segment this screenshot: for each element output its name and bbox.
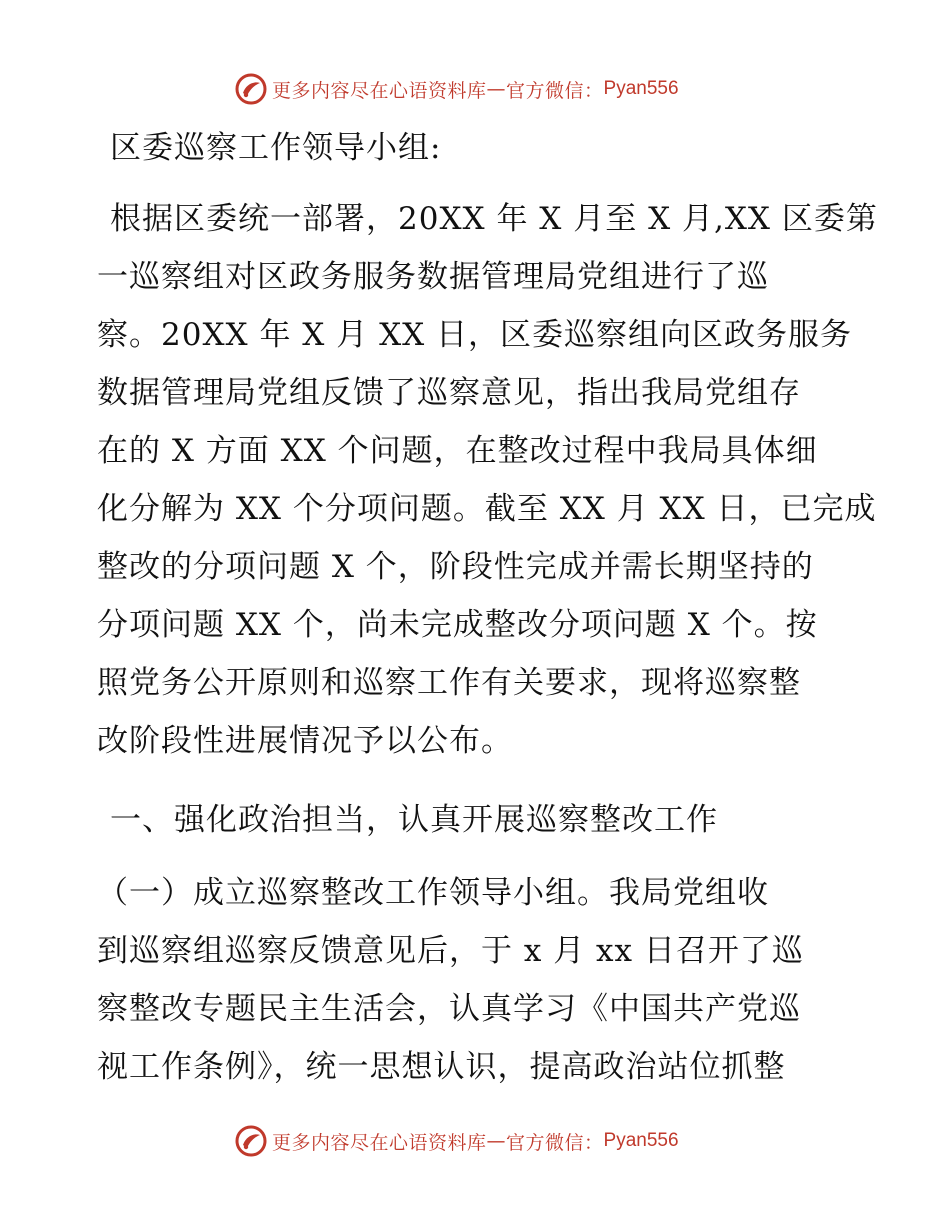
paragraph-line: 察整改专题民主生活会，认真学习《中国共产党巡 — [97, 991, 801, 1027]
watermark-wechat-id: Pyan556 — [603, 78, 679, 99]
section-title: 一、强化政治担当，认真开展巡察整改工作 — [110, 802, 718, 838]
paragraph-line: 一巡察组对区政务服务数据管理局党组进行了巡 — [97, 259, 769, 295]
brand-logo-icon — [234, 1124, 268, 1158]
brand-logo-icon — [234, 72, 268, 106]
paragraph-line: 化分解为 XX 个分项问题。截至 XX 月 XX 日，已完成 — [97, 491, 877, 527]
watermark-wechat-label: 官方微信： — [506, 79, 604, 102]
paragraph-line: 根据区委统一部署，20XX 年 X 月至 X 月,XX 区委第 — [110, 201, 878, 237]
paragraph-line: （一）成立巡察整改工作领导小组。我局党组收 — [97, 875, 769, 911]
watermark-wechat-label: 官方微信： — [506, 1131, 604, 1154]
paragraph-line: 照党务公开原则和巡察工作有关要求，现将巡察整 — [97, 665, 801, 701]
watermark-separator: — — [486, 1130, 507, 1152]
watermark-wechat-id: Pyan556 — [603, 1130, 679, 1151]
paragraph-line: 察。20XX 年 X 月 XX 日，区委巡察组向区政务服务 — [97, 317, 853, 353]
paragraph-line: 到巡察组巡察反馈意见后，于 x 月 xx 日召开了巡 — [97, 933, 804, 969]
paragraph-line: 整改的分项问题 X 个，阶段性完成并需长期坚持的 — [97, 549, 814, 585]
paragraph-line: 数据管理局党组反馈了巡察意见，指出我局党组存 — [97, 375, 801, 411]
document-heading: 区委巡察工作领导小组: — [110, 130, 442, 166]
paragraph-line: 视工作条例》，统一思想认识，提高政治站位抓整 — [97, 1049, 786, 1085]
footer-watermark — [234, 1124, 679, 1158]
paragraph-line: 分项问题 XX 个，尚未完成整改分项问题 X 个。按 — [97, 607, 818, 643]
watermark-text: 更多内容尽在心语资料库 — [272, 1131, 487, 1154]
paragraph-line: 改阶段性进展情况予以公布。 — [97, 723, 513, 759]
watermark-text: 更多内容尽在心语资料库 — [272, 79, 487, 102]
header-watermark — [234, 72, 679, 106]
paragraph-line: 在的 X 方面 XX 个问题，在整改过程中我局具体细 — [97, 433, 818, 469]
watermark-separator: — — [486, 78, 507, 100]
